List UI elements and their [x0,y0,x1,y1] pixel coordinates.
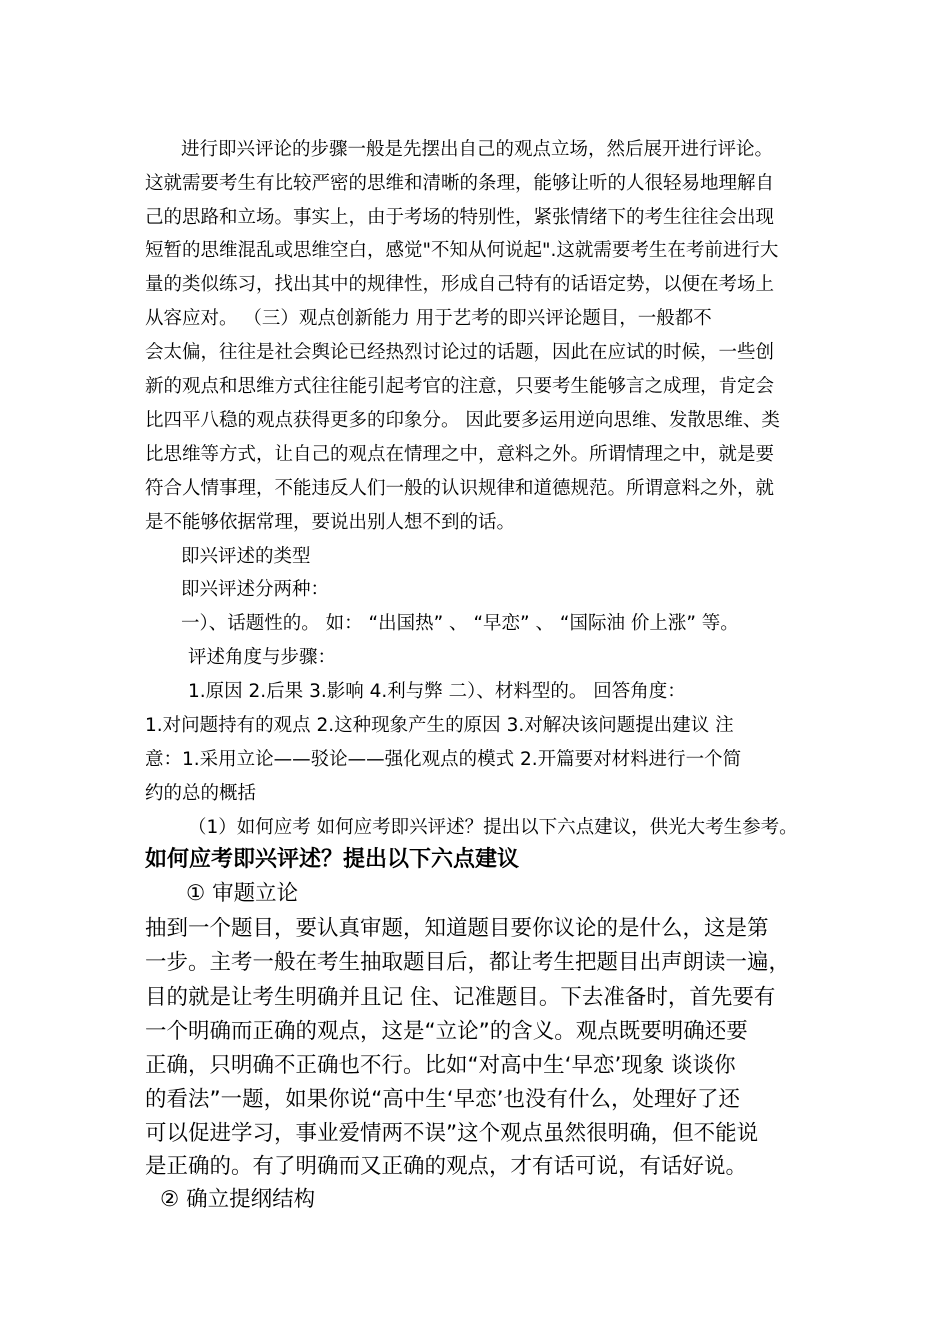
paragraph-line: 评述角度与步骤： [188,647,337,668]
paragraph-line: 正确，只明确不正确也不行。比如“对高中生‘早恋’现象 谈谈你 [145,1053,736,1078]
subheading-line: 即兴评述的类型 [181,546,311,567]
paragraph-line: 进行即兴评论的步骤一般是先摆出自己的观点立场，然后展开进行评论。 [181,139,774,160]
paragraph-line: 这就需要考生有比较严密的思维和清晰的条理，能够让听的人很轻易地理解自 [145,173,775,194]
paragraph-line: 符合人情事理，不能违反人们一般的认识规律和道德规范。所谓意料之外，就 [145,478,775,499]
paragraph-line: 抽到一个题目，要认真审题，知道题目要你议论的是什么，这是第 [145,916,769,941]
paragraph-line: 一步。主考一般在考生抽取题目后，都让考生把题目出声朗读一遍， [145,950,791,975]
section-heading: 如何应考即兴评述？提出以下六点建议 [145,847,520,872]
paragraph-line: 比思维等方式，让自己的观点在情理之中，意料之外。所谓情理之中，就是要 [145,444,775,465]
paragraph-line: 1.对问题持有的观点 2.这种现象产生的原因 3.对解决该问题提出建议 注 [145,715,734,736]
paragraph-line: 短暂的思维混乱或思维空白，感觉"不知从何说起".这就需要考生在考前进行大 [145,240,779,261]
paragraph-line: 新的观点和思维方式往往能引起考官的注意，只要考生能够言之成理，肯定会 [145,376,775,397]
paragraph-line: 意：1.采用立论——驳论——强化观点的模式 2.开篇要对材料进行一个简 [145,749,742,770]
paragraph-line: 是正确的。有了明确而又正确的观点，才有话可说，有话好说。 [145,1154,748,1179]
paragraph-line: （1）如何应考 如何应考即兴评述？提出以下六点建议，供光大考生参考。 [188,817,798,838]
paragraph-line: 会太偏，往往是社会舆论已经热烈讨论过的话题，因此在应试的时候，一些创 [145,342,775,363]
paragraph-line: 一个明确而正确的观点，这是“立论”的含义。观点既要明确还要 [145,1019,748,1044]
paragraph-line: 的看法”一题，如果你说“高中生‘早恋’也没有什么，处理好了还 [145,1087,740,1112]
paragraph-line: 目的就是让考生明确并且记 住、记准题目。下去准备时，首先要有 [145,985,776,1010]
paragraph-line: 己的思路和立场。事实上，由于考场的特别性，紧张情绪下的考生往往会出现 [145,207,775,228]
paragraph-line: 一）、话题性的。 如： “出国热” 、 “早恋” 、 “国际油 价上涨” 等。 [181,613,739,634]
paragraph-line: 是不能够依据常理，要说出别人想不到的话。 [145,512,516,533]
subheading-line: ① 审题立论 [186,881,299,906]
paragraph-line: 即兴评述分两种： [181,579,330,600]
paragraph-line: 比四平八稳的观点获得更多的印象分。 因此要多运用逆向思维、发散思维、类 [145,410,780,431]
paragraph-line: 约的总的概括 [145,783,257,804]
paragraph-line: 可以促进学习，事业爱情两不误”这个观点虽然很明确，但不能说 [145,1121,759,1146]
subheading-line: ② 确立提纲结构 [160,1187,316,1212]
paragraph-line: 从容应对。 （三）观点创新能力 用于艺考的即兴评论题目，一般都不 [145,308,712,329]
paragraph-line: 量的类似练习，找出其中的规律性，形成自己特有的话语定势，以便在考场上 [145,274,775,295]
paragraph-line: 1.原因 2.后果 3.影响 4.利与弊 二）、材料型的。 回答角度： [188,681,686,702]
